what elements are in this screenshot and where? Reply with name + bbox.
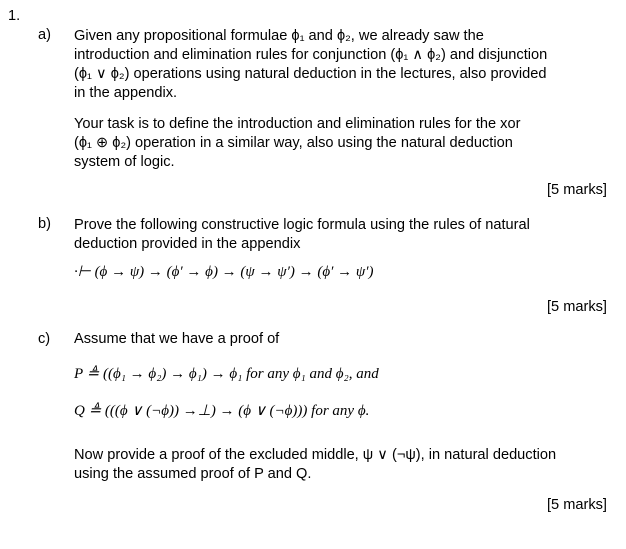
part-b-line1: Prove the following constructive logic formula using the rules of natural	[74, 217, 530, 233]
part-a-p1-line1: Given any propositional formulae ϕ₁ and ϕ₂, we already saw the	[74, 28, 484, 44]
part-c-task-line1: Now provide a proof of the excluded middle, ψ ∨ (¬ψ), in natural deduction	[74, 447, 557, 463]
part-a-paragraph-1	[74, 27, 547, 103]
part-a-label: a)	[38, 27, 51, 43]
part-a-p2-line3: system of logic.	[74, 154, 175, 170]
part-a-p1-line3: (ϕ₁ ∨ ϕ₂) operations using natural deduction in the lectures, also provided	[74, 66, 547, 82]
part-b-marks: [5 marks]	[546, 299, 607, 315]
part-c-marks: [5 marks]	[546, 497, 607, 513]
part-c-task-line2: using the assumed proof of P and Q.	[74, 466, 312, 482]
part-a-paragraph-2	[74, 115, 520, 172]
part-c-p-definition: P ≜ ((ϕ₁ → ϕ₂) → ϕ₁) → ϕ₁ for any ϕ₁ and ϕ₂, and	[74, 366, 379, 382]
part-a-marks: [5 marks]	[546, 182, 607, 198]
part-a-p1-line2: introduction and elimination rules for conjunction (ϕ₁ ∧ ϕ₂) and disjunction	[74, 47, 548, 63]
part-a-p1-line4: in the appendix.	[74, 85, 178, 101]
part-a-p2-line2: (ϕ₁ ⊕ ϕ₂) operation in a similar way, also using the natural deduction	[74, 135, 513, 151]
part-a-p2-line1: Your task is to define the introduction and elimination rules for the xor	[74, 116, 521, 132]
part-b-text	[74, 216, 530, 254]
part-c-label: c)	[38, 331, 51, 347]
part-b-formula: ·⊢ (ϕ → ψ) → (ϕ′ → ϕ) → (ψ → ψ′) → (ϕ′ → ψ′)	[74, 264, 374, 280]
question-number: 1.	[8, 8, 21, 24]
part-b-label: b)	[38, 216, 51, 232]
part-c-task	[74, 446, 556, 484]
part-b-line2: deduction provided in the appendix	[74, 236, 301, 252]
part-c-q-definition: Q ≜ (((ϕ ∨ (¬ϕ)) →⊥) → (ϕ ∨ (¬ϕ))) for any ϕ.	[74, 403, 370, 419]
part-c-intro: Assume that we have a proof of	[74, 331, 280, 347]
